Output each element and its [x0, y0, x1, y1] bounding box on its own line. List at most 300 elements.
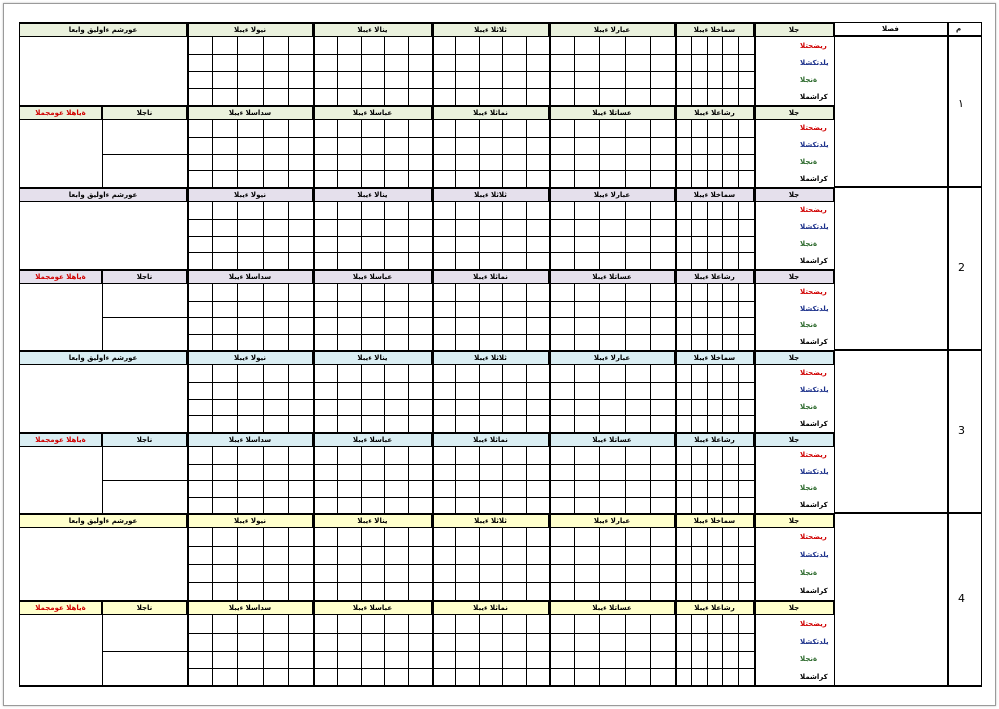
- grid-col-line: [691, 447, 692, 513]
- grid-col-line: [337, 365, 338, 432]
- grid-col-line: [263, 120, 264, 187]
- grid-col-line: [455, 284, 456, 350]
- grid-col-line: [691, 365, 692, 432]
- group-label-header: جلا: [754, 187, 834, 202]
- grid-col-line: [408, 37, 409, 105]
- grid-row-line: [187, 334, 754, 335]
- block-divider: [754, 600, 756, 686]
- group-class-cell: [834, 187, 948, 350]
- grid-col-line: [237, 202, 238, 269]
- section-divider: [19, 187, 834, 189]
- grid-col-line: [337, 284, 338, 350]
- grid-row-line: [187, 668, 754, 669]
- row-label: ريضحتلا: [800, 288, 827, 297]
- grid-row-line: [187, 54, 754, 55]
- section-divider: [19, 600, 834, 602]
- row-label: يلدتكشلا: [800, 304, 829, 313]
- activity-header: عباسلا ءيبلا: [313, 432, 432, 447]
- block-divider: [313, 22, 315, 105]
- group-label-header: جلا: [754, 350, 834, 365]
- grid-col-line: [722, 615, 723, 686]
- grid-col-line: [408, 120, 409, 187]
- row-label: يلدتكشلا: [800, 637, 829, 646]
- grid-col-line: [455, 528, 456, 600]
- grid-col-line: [455, 615, 456, 686]
- grid-col-line: [625, 528, 626, 600]
- grid-row-line: [187, 236, 754, 237]
- activity-header: عباسلا ءيبلا: [313, 269, 432, 284]
- group-label-header: جلا: [754, 513, 834, 528]
- block-divider: [549, 22, 551, 105]
- group-class-cell: [834, 36, 948, 187]
- grid-col-line: [650, 202, 651, 269]
- row-label: يلدتكشلا: [800, 551, 829, 559]
- block-divider: [313, 600, 315, 686]
- grid-col-line: [722, 528, 723, 600]
- block-divider: [187, 513, 189, 600]
- activity-header: نيولا ءيبلا: [187, 350, 313, 365]
- grid-col-line: [599, 37, 600, 105]
- grid-col-line: [455, 202, 456, 269]
- total-header: ةياهلا عومجملا: [19, 432, 102, 447]
- block-divider: [754, 105, 756, 187]
- grid-col-line: [455, 120, 456, 187]
- row-label: ريضحتلا: [800, 451, 827, 460]
- grid-col-line: [574, 120, 575, 187]
- grid-col-line: [722, 284, 723, 350]
- block-divider: [549, 105, 551, 187]
- grid-col-line: [361, 365, 362, 432]
- row-label: يلدتكشلا: [800, 58, 829, 67]
- grid-row-line: [187, 651, 754, 652]
- group-label-header: جلا: [754, 22, 834, 37]
- grid-col-line: [288, 202, 289, 269]
- section-divider: [19, 105, 834, 107]
- row-label: ريضحتلا: [800, 533, 827, 541]
- block-divider: [187, 187, 189, 269]
- grid-col-line: [384, 615, 385, 686]
- grid-col-line: [337, 528, 338, 600]
- grid-col-line: [502, 284, 503, 350]
- grid-row-line: [187, 415, 754, 416]
- block-divider: [754, 432, 756, 513]
- grid-col-line: [625, 365, 626, 432]
- row-label: ةنجلا: [800, 75, 818, 84]
- grid-col-line: [599, 447, 600, 513]
- grid-col-line: [502, 528, 503, 600]
- block-divider: [432, 187, 434, 269]
- block-divider: [187, 22, 189, 105]
- grid-col-line: [384, 202, 385, 269]
- activity-header: نيولا ءيبلا: [187, 513, 313, 528]
- grid-col-line: [384, 447, 385, 513]
- grid-col-line: [361, 120, 362, 187]
- grid-col-line: [263, 202, 264, 269]
- row-label: كراشملا: [800, 673, 828, 682]
- notes-divider: [102, 432, 103, 513]
- grid-col-line: [625, 202, 626, 269]
- block-divider: [549, 187, 551, 269]
- activity-header: رشاعلا ءيبلا: [675, 269, 754, 284]
- project-header: عورشم ءاوليق وابعا: [19, 22, 187, 37]
- block-divider: [432, 350, 434, 432]
- grid-col-line: [722, 37, 723, 105]
- row-label: ةنجلا: [800, 239, 818, 248]
- block-divider: [432, 513, 434, 600]
- grid-col-line: [574, 528, 575, 600]
- notes-row-line: [102, 480, 187, 481]
- activity-header: سداسلا ءيبلا: [187, 600, 313, 615]
- group-label-header: جلا: [754, 105, 834, 120]
- grid-row-line: [187, 564, 754, 565]
- activity-header: سماخلا ءيبلا: [675, 513, 754, 528]
- row-label: كراشملا: [800, 256, 828, 265]
- block-divider: [549, 513, 551, 600]
- grid-col-line: [479, 120, 480, 187]
- grid-col-line: [263, 37, 264, 105]
- block-divider: [675, 600, 677, 686]
- grid-col-line: [237, 615, 238, 686]
- block-divider: [432, 432, 434, 513]
- grid-col-line: [625, 284, 626, 350]
- activity-header: ينالا ءيبلا: [313, 22, 432, 37]
- grid-col-line: [707, 284, 708, 350]
- block-divider: [754, 350, 756, 432]
- grid-col-line: [479, 528, 480, 600]
- row-label: يلدتكشلا: [800, 386, 829, 395]
- grid-col-line: [212, 447, 213, 513]
- grid-col-line: [722, 202, 723, 269]
- activity-header: سداسلا ءيبلا: [187, 105, 313, 120]
- grid-row-line: [187, 219, 754, 220]
- header-class-label: فصلا: [882, 25, 899, 33]
- grid-col-line: [599, 120, 600, 187]
- grid-row-line: [187, 480, 754, 481]
- grid-col-line: [722, 365, 723, 432]
- section-divider: [19, 432, 834, 434]
- row-label: كراشملا: [800, 419, 828, 428]
- grid-col-line: [288, 447, 289, 513]
- grid-col-line: [526, 528, 527, 600]
- grid-col-line: [408, 615, 409, 686]
- group-number-cell: [948, 36, 982, 187]
- grid-col-line: [707, 120, 708, 187]
- activity-header: عساتلا ءيبلا: [549, 269, 675, 284]
- activity-header: ثلاثلا ءيبلا: [432, 513, 549, 528]
- total-header: ةياهلا عومجملا: [19, 105, 102, 120]
- block-divider: [313, 269, 315, 350]
- row-label: ةنجلا: [800, 157, 818, 166]
- grid-col-line: [707, 202, 708, 269]
- grid-col-line: [526, 120, 527, 187]
- activity-header: نيولا ءيبلا: [187, 187, 313, 202]
- block-divider: [432, 600, 434, 686]
- grid-col-line: [212, 365, 213, 432]
- grid-row-line: [187, 546, 754, 547]
- grid-row-line: [187, 88, 754, 89]
- grid-col-line: [738, 202, 739, 269]
- row-label: ةنجلا: [800, 321, 818, 330]
- group-class-cell: [834, 350, 948, 513]
- committee-header: ناجلا: [102, 600, 187, 615]
- block-divider: [549, 269, 551, 350]
- block-divider: [549, 600, 551, 686]
- grid-col-line: [691, 528, 692, 600]
- grid-col-line: [337, 447, 338, 513]
- block-divider: [675, 105, 677, 187]
- grid-col-line: [526, 447, 527, 513]
- group-label-header: جلا: [754, 600, 834, 615]
- activity-header: سداسلا ءيبلا: [187, 269, 313, 284]
- grid-col-line: [650, 37, 651, 105]
- grid-col-line: [212, 284, 213, 350]
- group-number-cell: [948, 350, 982, 513]
- grid-col-line: [526, 365, 527, 432]
- grid-col-line: [288, 284, 289, 350]
- block-divider: [675, 187, 677, 269]
- grid-col-line: [502, 120, 503, 187]
- activity-header: نيولا ءيبلا: [187, 22, 313, 37]
- grid-col-line: [408, 202, 409, 269]
- grid-col-line: [384, 120, 385, 187]
- activity-header: عبارلا ءيبلا: [549, 22, 675, 37]
- grid-col-line: [625, 37, 626, 105]
- activity-header: نماثلا ءيبلا: [432, 105, 549, 120]
- block-divider: [187, 600, 189, 686]
- group-label-header: جلا: [754, 269, 834, 284]
- activity-header: عساتلا ءيبلا: [549, 600, 675, 615]
- grid-col-line: [263, 615, 264, 686]
- activity-header: سماخلا ءيبلا: [675, 350, 754, 365]
- activity-header: سداسلا ءيبلا: [187, 432, 313, 447]
- grid-col-line: [625, 120, 626, 187]
- grid-col-line: [574, 284, 575, 350]
- grid-col-line: [384, 37, 385, 105]
- grid-row-line: [187, 382, 754, 383]
- activity-header: رشاعلا ءيبلا: [675, 105, 754, 120]
- grid-col-line: [237, 365, 238, 432]
- grid-row-line: [187, 71, 754, 72]
- grid-row-line: [187, 497, 754, 498]
- grid-row-line: [187, 317, 754, 318]
- block-divider: [675, 22, 677, 105]
- grid-col-line: [691, 615, 692, 686]
- grid-col-line: [237, 447, 238, 513]
- block-divider: [549, 432, 551, 513]
- grid-col-line: [384, 284, 385, 350]
- block-divider: [313, 350, 315, 432]
- grid-col-line: [288, 528, 289, 600]
- grid-col-line: [738, 615, 739, 686]
- group-divider: [19, 686, 982, 687]
- activity-header: عبارلا ءيبلا: [549, 513, 675, 528]
- activity-header: عبارلا ءيبلا: [549, 187, 675, 202]
- grid-col-line: [502, 615, 503, 686]
- group-class-cell: [834, 513, 948, 686]
- notes-divider: [102, 600, 103, 686]
- header-m-cell: [948, 22, 982, 36]
- block-divider: [754, 269, 756, 350]
- grid-col-line: [263, 447, 264, 513]
- grid-col-line: [263, 528, 264, 600]
- block-divider: [432, 105, 434, 187]
- grid-col-line: [502, 365, 503, 432]
- grid-col-line: [408, 447, 409, 513]
- grid-col-line: [361, 202, 362, 269]
- block-divider: [432, 22, 434, 105]
- row-label: ريضحتلا: [800, 369, 827, 378]
- row-label: ريضحتلا: [800, 124, 827, 133]
- section-divider: [19, 350, 834, 352]
- grid-col-line: [691, 120, 692, 187]
- grid-col-line: [625, 447, 626, 513]
- total-header: ةياهلا عومجملا: [19, 269, 102, 284]
- grid-col-line: [599, 528, 600, 600]
- block-divider: [313, 432, 315, 513]
- row-label: يلدتكشلا: [800, 223, 829, 232]
- grid-col-line: [337, 202, 338, 269]
- committee-header: ناجلا: [102, 432, 187, 447]
- grid-col-line: [599, 615, 600, 686]
- project-header: عورشم ءاوليق وابعا: [19, 513, 187, 528]
- grid-col-line: [455, 447, 456, 513]
- grid-col-line: [212, 37, 213, 105]
- grid-row-line: [187, 301, 754, 302]
- block-divider: [313, 105, 315, 187]
- grid-col-line: [738, 447, 739, 513]
- row-label: كراشملا: [800, 337, 828, 346]
- grid-col-line: [212, 120, 213, 187]
- activity-header: عباسلا ءيبلا: [313, 105, 432, 120]
- row-label: كراشملا: [800, 92, 828, 101]
- section-divider: [19, 513, 834, 515]
- row-label: يلدتكشلا: [800, 141, 829, 150]
- block-divider: [675, 350, 677, 432]
- grid-col-line: [707, 615, 708, 686]
- activity-header: عبارلا ءيبلا: [549, 350, 675, 365]
- activity-header: عساتلا ءيبلا: [549, 432, 675, 447]
- grid-col-line: [502, 447, 503, 513]
- grid-row-line: [187, 154, 754, 155]
- grid-col-line: [574, 37, 575, 105]
- grid-col-line: [707, 528, 708, 600]
- grid-col-line: [691, 37, 692, 105]
- activity-header: ينالا ءيبلا: [313, 350, 432, 365]
- grid-col-line: [650, 447, 651, 513]
- activity-header: عباسلا ءيبلا: [313, 600, 432, 615]
- grid-col-line: [502, 37, 503, 105]
- grid-col-line: [574, 365, 575, 432]
- activity-header: نماثلا ءيبلا: [432, 269, 549, 284]
- grid-row-line: [187, 137, 754, 138]
- block-divider: [675, 432, 677, 513]
- grid-col-line: [384, 365, 385, 432]
- row-label: ريضحتلا: [800, 41, 827, 50]
- grid-col-line: [738, 365, 739, 432]
- activity-header: ثلاثلا ءيبلا: [432, 350, 549, 365]
- grid-col-line: [237, 528, 238, 600]
- grid-col-line: [650, 615, 651, 686]
- grid-col-line: [479, 37, 480, 105]
- grid-col-line: [479, 365, 480, 432]
- grid-col-line: [337, 120, 338, 187]
- row-label: يلدتكشلا: [800, 467, 829, 476]
- row-label: ةنجلا: [800, 655, 818, 664]
- grid-col-line: [691, 202, 692, 269]
- grid-col-line: [237, 37, 238, 105]
- grid-col-line: [288, 365, 289, 432]
- group-number-cell: [948, 513, 982, 686]
- notes-divider: [102, 105, 103, 187]
- notes-row-line: [102, 651, 187, 652]
- block-divider: [313, 513, 315, 600]
- block-divider: [754, 187, 756, 269]
- block-divider: [187, 105, 189, 187]
- grid-col-line: [263, 284, 264, 350]
- group-number: 2: [958, 260, 965, 274]
- row-label: ريضحتلا: [800, 206, 827, 215]
- block-divider: [313, 187, 315, 269]
- committee-header: ناجلا: [102, 105, 187, 120]
- grid-col-line: [337, 615, 338, 686]
- row-label: ريضحتلا: [800, 619, 827, 628]
- notes-divider: [102, 269, 103, 350]
- grid-col-line: [707, 37, 708, 105]
- activity-header: رشاعلا ءيبلا: [675, 600, 754, 615]
- grid-col-line: [738, 120, 739, 187]
- grid-col-line: [212, 615, 213, 686]
- grid-col-line: [288, 37, 289, 105]
- grid-col-line: [455, 365, 456, 432]
- grid-row-line: [187, 252, 754, 253]
- grid-col-line: [502, 202, 503, 269]
- block-divider: [187, 432, 189, 513]
- attendance-sheet: [19, 22, 982, 686]
- grid-col-line: [455, 37, 456, 105]
- group-label-header: جلا: [754, 432, 834, 447]
- block-divider: [675, 513, 677, 600]
- grid-col-line: [722, 120, 723, 187]
- grid-col-line: [722, 447, 723, 513]
- grid-col-line: [526, 202, 527, 269]
- row-label: كراشملا: [800, 587, 828, 595]
- grid-col-line: [479, 284, 480, 350]
- grid-col-line: [408, 365, 409, 432]
- row-label: كراشملا: [800, 500, 828, 509]
- project-header: عورشم ءاوليق وابعا: [19, 187, 187, 202]
- grid-col-line: [361, 37, 362, 105]
- grid-col-line: [337, 37, 338, 105]
- grid-col-line: [384, 528, 385, 600]
- activity-header: عساتلا ءيبلا: [549, 105, 675, 120]
- grid-col-line: [707, 447, 708, 513]
- activity-header: ينالا ءيبلا: [313, 513, 432, 528]
- grid-col-line: [650, 120, 651, 187]
- grid-col-line: [361, 615, 362, 686]
- block-divider: [549, 350, 551, 432]
- group-number: 3: [958, 423, 965, 437]
- activity-header: ثلاثلا ءيبلا: [432, 187, 549, 202]
- activity-header: ينالا ءيبلا: [313, 187, 432, 202]
- row-label: ةنجلا: [800, 484, 818, 493]
- block-divider: [187, 350, 189, 432]
- grid-col-line: [650, 365, 651, 432]
- grid-col-line: [574, 447, 575, 513]
- grid-col-line: [574, 202, 575, 269]
- grid-col-line: [288, 615, 289, 686]
- block-divider: [187, 269, 189, 350]
- header-m-label: م: [956, 25, 962, 33]
